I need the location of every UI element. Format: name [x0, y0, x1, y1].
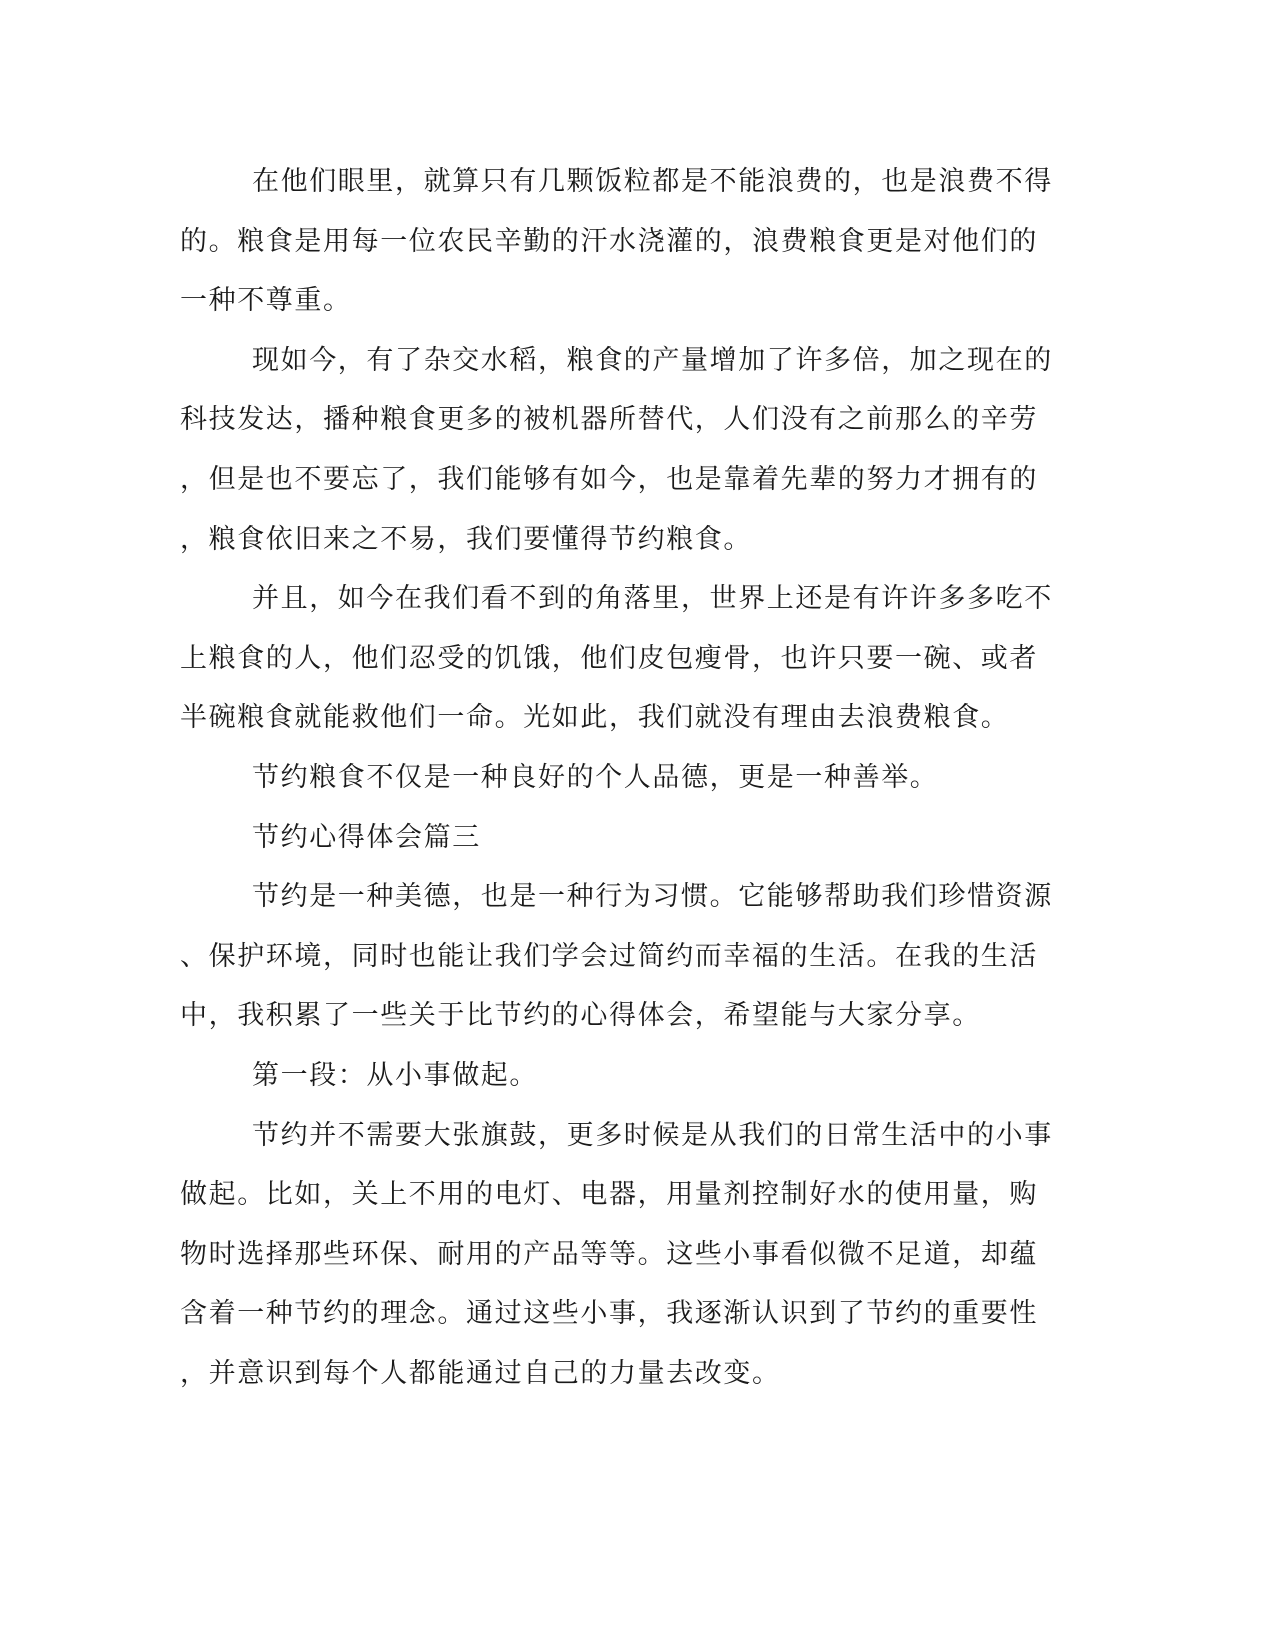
text-line: 一种不尊重。: [180, 285, 352, 317]
text-line: 的。粮食是用每一位农民辛勤的汗水浇灌的，浪费粮食更是对他们的: [180, 225, 1038, 257]
subsection-heading: 第一段：从小事做起。: [252, 1059, 538, 1091]
text-line: 物时选择那些环保、耐用的产品等等。这些小事看似微不足道，却蕴: [180, 1238, 1038, 1270]
text-line: 中，我积累了一些关于比节约的心得体会，希望能与大家分享。: [180, 1000, 981, 1032]
text-line: 节约粮食不仅是一种良好的个人品德，更是一种善举。: [252, 761, 939, 793]
text-line: 现如今，有了杂交水稻，粮食的产量增加了许多倍，加之现在的: [252, 344, 1053, 376]
text-line: ，但是也不要忘了，我们能够有如今，也是靠着先辈的努力才拥有的: [180, 463, 1038, 495]
text-line: 并且，如今在我们看不到的角落里，世界上还是有许许多多吃不: [252, 583, 1053, 615]
text-line: 上粮食的人，他们忍受的饥饿，他们皮包瘦骨，也许只要一碗、或者: [180, 642, 1038, 674]
text-line: 做起。比如，关上不用的电灯、电器，用量剂控制好水的使用量，购: [180, 1179, 1038, 1211]
body-text: [180, 152, 1053, 1403]
text-line: 节约并不需要大张旗鼓，更多时候是从我们的日常生活中的小事: [252, 1119, 1053, 1151]
text-line: 、保护环境，同时也能让我们学会过简约而幸福的生活。在我的生活: [180, 940, 1038, 972]
text-line: 半碗粮食就能救他们一命。光如此，我们就没有理由去浪费粮食。: [180, 702, 1010, 734]
section-heading: 节约心得体会篇三: [252, 821, 481, 853]
text-line: 节约是一种美德，也是一种行为习惯。它能够帮助我们珍惜资源: [252, 881, 1053, 913]
text-line: 含着一种节约的理念。通过这些小事，我逐渐认识到了节约的重要性: [180, 1298, 1038, 1330]
text-line: ，并意识到每个人都能通过自己的力量去改变。: [180, 1357, 781, 1389]
text-line: 在他们眼里，就算只有几颗饭粒都是不能浪费的，也是浪费不得: [252, 166, 1053, 197]
text-line: 科技发达，播种粮食更多的被机器所替代，人们没有之前那么的辛劳: [180, 404, 1038, 436]
text-line: ，粮食依旧来之不易，我们要懂得节约粮食。: [180, 523, 752, 555]
